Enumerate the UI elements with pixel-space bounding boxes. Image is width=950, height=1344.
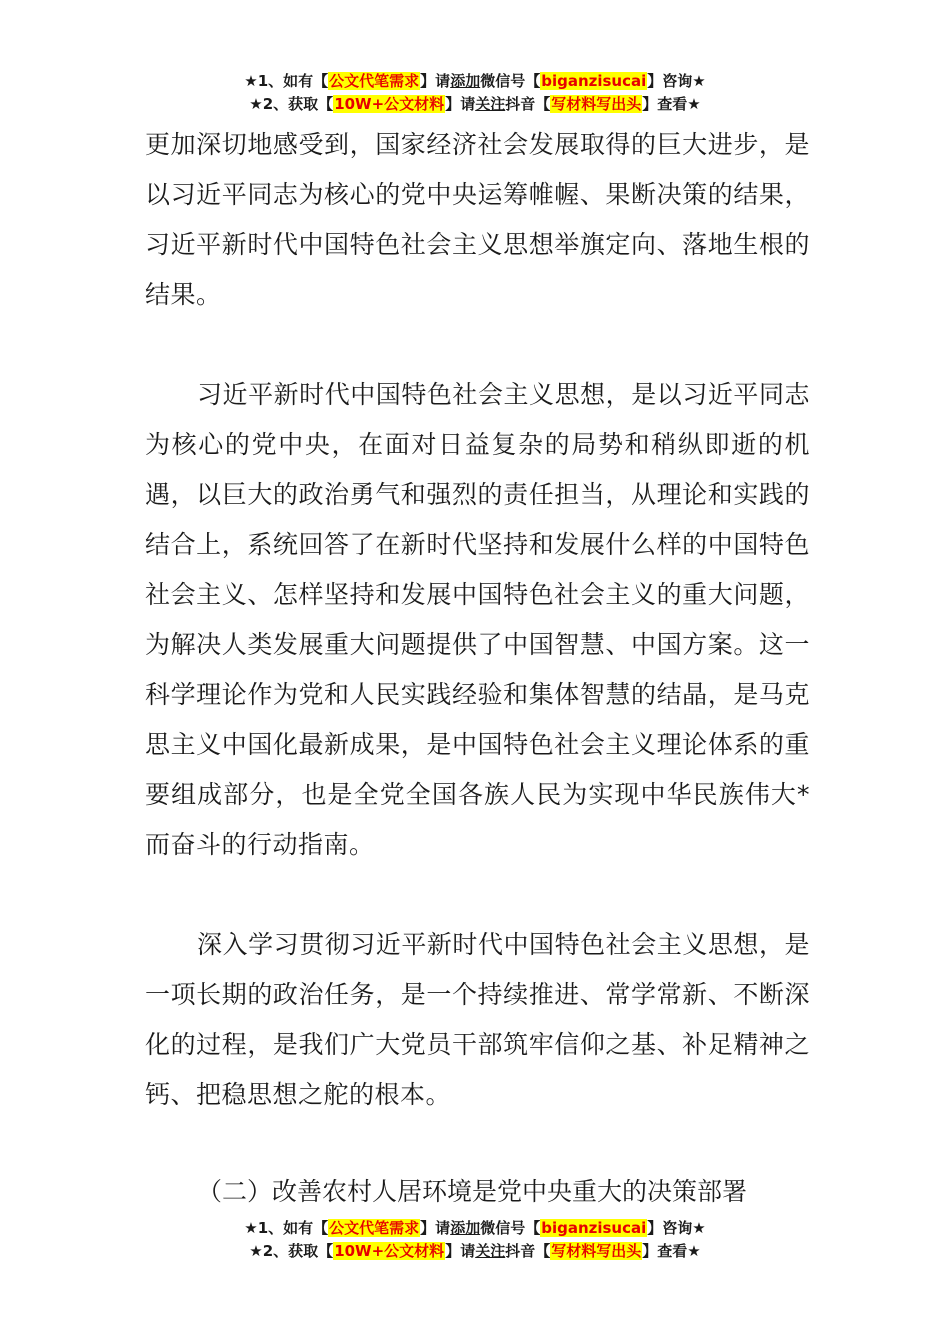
top-banner	[0, 70, 950, 116]
banner-line-2	[0, 93, 950, 116]
document-body	[145, 120, 810, 1120]
banner-highlight: 10W+公文材料	[334, 1242, 445, 1260]
banner-line-1	[0, 1217, 950, 1240]
banner-text: 】咨询★	[647, 72, 706, 90]
banner-text: ★1、如有【	[244, 72, 329, 90]
banner-underlined: 添加	[450, 72, 481, 90]
banner-line-1	[0, 70, 950, 93]
banner-line-2	[0, 1240, 950, 1263]
banner-text: 】请	[445, 1242, 476, 1260]
banner-text: 】请	[445, 95, 476, 113]
banner-text: ★2、获取【	[249, 1242, 334, 1260]
paragraph-spacer	[145, 320, 810, 370]
banner-highlight: 写材料写出头	[551, 1242, 642, 1260]
bottom-banner	[0, 1217, 950, 1263]
banner-underlined: 添加	[450, 1219, 481, 1237]
banner-text: ★2、获取【	[249, 95, 334, 113]
banner-highlight: biganzisucai	[541, 72, 647, 90]
paragraph-1: 更加深切地感受到，国家经济社会发展取得的巨大进步，是以习近平同志为核心的党中央运筹帷幄、果断决策的结果，习近平新时代中国特色社会主义思想举旗定向、落地生根的结果。	[145, 130, 810, 309]
banner-text: 微信号【	[480, 72, 541, 90]
banner-text: 微信号【	[480, 1219, 541, 1237]
banner-text: 】查看★	[642, 1242, 701, 1260]
banner-text: 】请	[420, 72, 451, 90]
banner-text: 】查看★	[642, 95, 701, 113]
banner-text: 】请	[420, 1219, 451, 1237]
banner-text: 抖音【	[505, 1242, 551, 1260]
banner-text: 抖音【	[505, 95, 551, 113]
banner-text: 】咨询★	[647, 1219, 706, 1237]
banner-highlight: 公文代笔需求	[329, 72, 420, 90]
banner-underlined: 关注	[475, 95, 506, 113]
banner-highlight: 10W+公文材料	[334, 95, 445, 113]
banner-highlight: 写材料写出头	[551, 95, 642, 113]
banner-text: ★1、如有【	[244, 1219, 329, 1237]
paragraph-3: 深入学习贯彻习近平新时代中国特色社会主义思想，是一项长期的政治任务，是一个持续推进、常学常新、不断深化的过程，是我们广大党员干部筑牢信仰之基、补足精神之钙、把稳思想之舵的根本。	[145, 930, 810, 1109]
banner-underlined: 关注	[475, 1242, 506, 1260]
banner-highlight: biganzisucai	[541, 1219, 647, 1237]
banner-highlight: 公文代笔需求	[329, 1219, 420, 1237]
paragraph-spacer	[145, 870, 810, 920]
section-heading: （二）改善农村人居环境是党中央重大的决策部署	[197, 1177, 748, 1206]
paragraph-2: 习近平新时代中国特色社会主义思想，是以习近平同志为核心的党中央，在面对日益复杂的局势和稍纵即逝的机遇，以巨大的政治勇气和强烈的责任担当，从理论和实践的结合上，系统回答了在新时代坚持和发展什么样的中国特色社会主义、怎样坚持和发展中国特色社会主义的重大问题，为解决人类发展重大问题提供了中国智慧、中国方案。这一科学理论作为党和人民实践经验和集体智慧的结晶，是马克思主义中国化最新成果，是中国特色社会主义理论体系的重要组成部分，也是全党全国各族人民为实现中华民族伟大*而奋斗的行动指南。	[145, 380, 810, 859]
